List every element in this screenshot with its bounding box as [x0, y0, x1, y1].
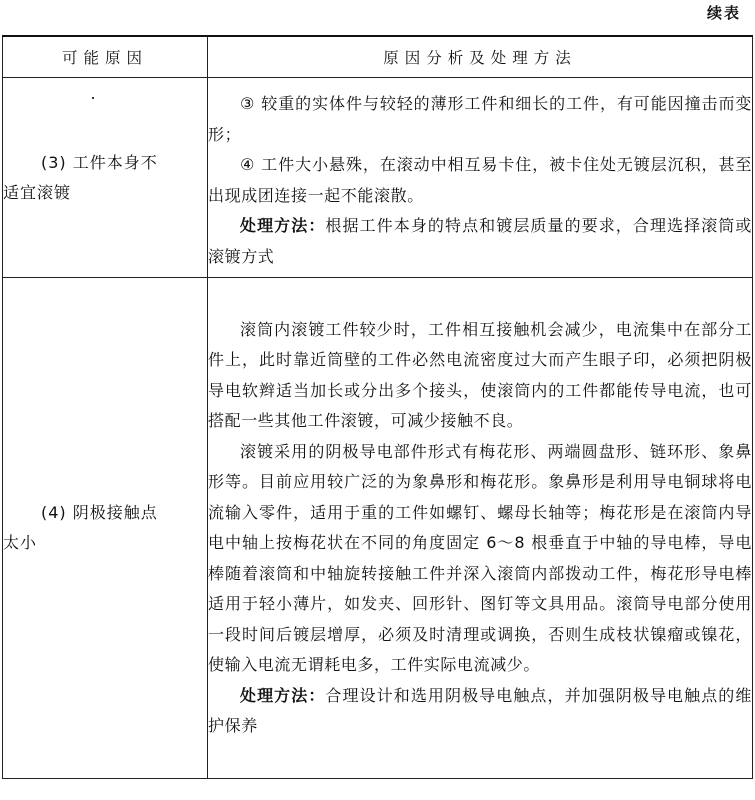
analysis-paragraph: ③ 较重的实体件与较轻的薄形工件和细长的工件，有可能因撞击而变形；: [208, 94, 752, 144]
continued-table-label: 续表: [706, 4, 741, 22]
troubleshooting-table: [2, 35, 753, 779]
cause-text-line2: 适宜滚镀: [3, 182, 72, 202]
analysis-paragraph: ④ 工件大小悬殊，在滚动中相互易卡住，被卡住处无镀层沉积，甚至出现成团连接一起不能滚散。: [208, 155, 752, 205]
analysis-cell: [208, 78, 753, 278]
method-label: 处理方法：: [240, 685, 326, 705]
method-text: 合理设计和选用阴极导电触点，并加强阴极导电触点的维护保养: [208, 685, 752, 735]
header-analysis: 原因分析及处理方法: [208, 36, 753, 78]
cause-text-line2: 太小: [3, 533, 38, 552]
method-paragraph: [208, 211, 752, 272]
cause-cell: [3, 278, 208, 779]
table-row: [3, 278, 753, 779]
method-paragraph: [208, 681, 752, 742]
method-label: 处理方法：: [240, 216, 326, 235]
header-cause: 可能原因: [3, 36, 208, 78]
table-header-row: [3, 36, 753, 78]
analysis-cell: [208, 278, 753, 779]
analysis-paragraph: 滚镀采用的阴极导电部件形式有梅花形、两端圆盘形、链环形、象鼻形等。目前应用较广泛的为象鼻形和梅花形。象鼻形是利用导电铜球将电流输入零件，适用于重的工件如螺钉、螺母长轴等；梅花形是在滚筒内导电中轴上按梅花状在不同的角度固定 6～8 根垂直于中轴的导电棒，导电棒随着滚筒和中轴旋转接触工件并深入滚筒内部拨动工件，梅花形导电棒适用于轻小薄片，如发夹、回形针、图钉等文具用品。滚筒导电部分使用一段时间后镀层增厚，必须及时清理或调换，否则生成枝状镍瘤或镍花，使输入电流无谓耗电多，工件实际电流减少。: [208, 441, 752, 674]
analysis-paragraph: 滚筒内滚镀工件较少时，工件相互接触机会减少，电流集中在部分工件上，此时靠近筒壁的工件必然电流密度过大而产生眼子印，必须把阴极导电软辫适当加长或分出多个接头，使滚筒内的工件都能传导电流，也可搭配一些其他工件滚镀，可减少接触不良。: [208, 319, 752, 430]
method-text: 根据工件本身的特点和镀层质量的要求，合理选择滚筒或滚镀方式: [208, 216, 752, 266]
cause-text-line1: (4) 阴极接触点: [41, 503, 158, 522]
table-row: [3, 78, 753, 278]
cause-cell: [3, 78, 208, 278]
cause-text-line1: (3) 工件本身不: [41, 152, 158, 172]
